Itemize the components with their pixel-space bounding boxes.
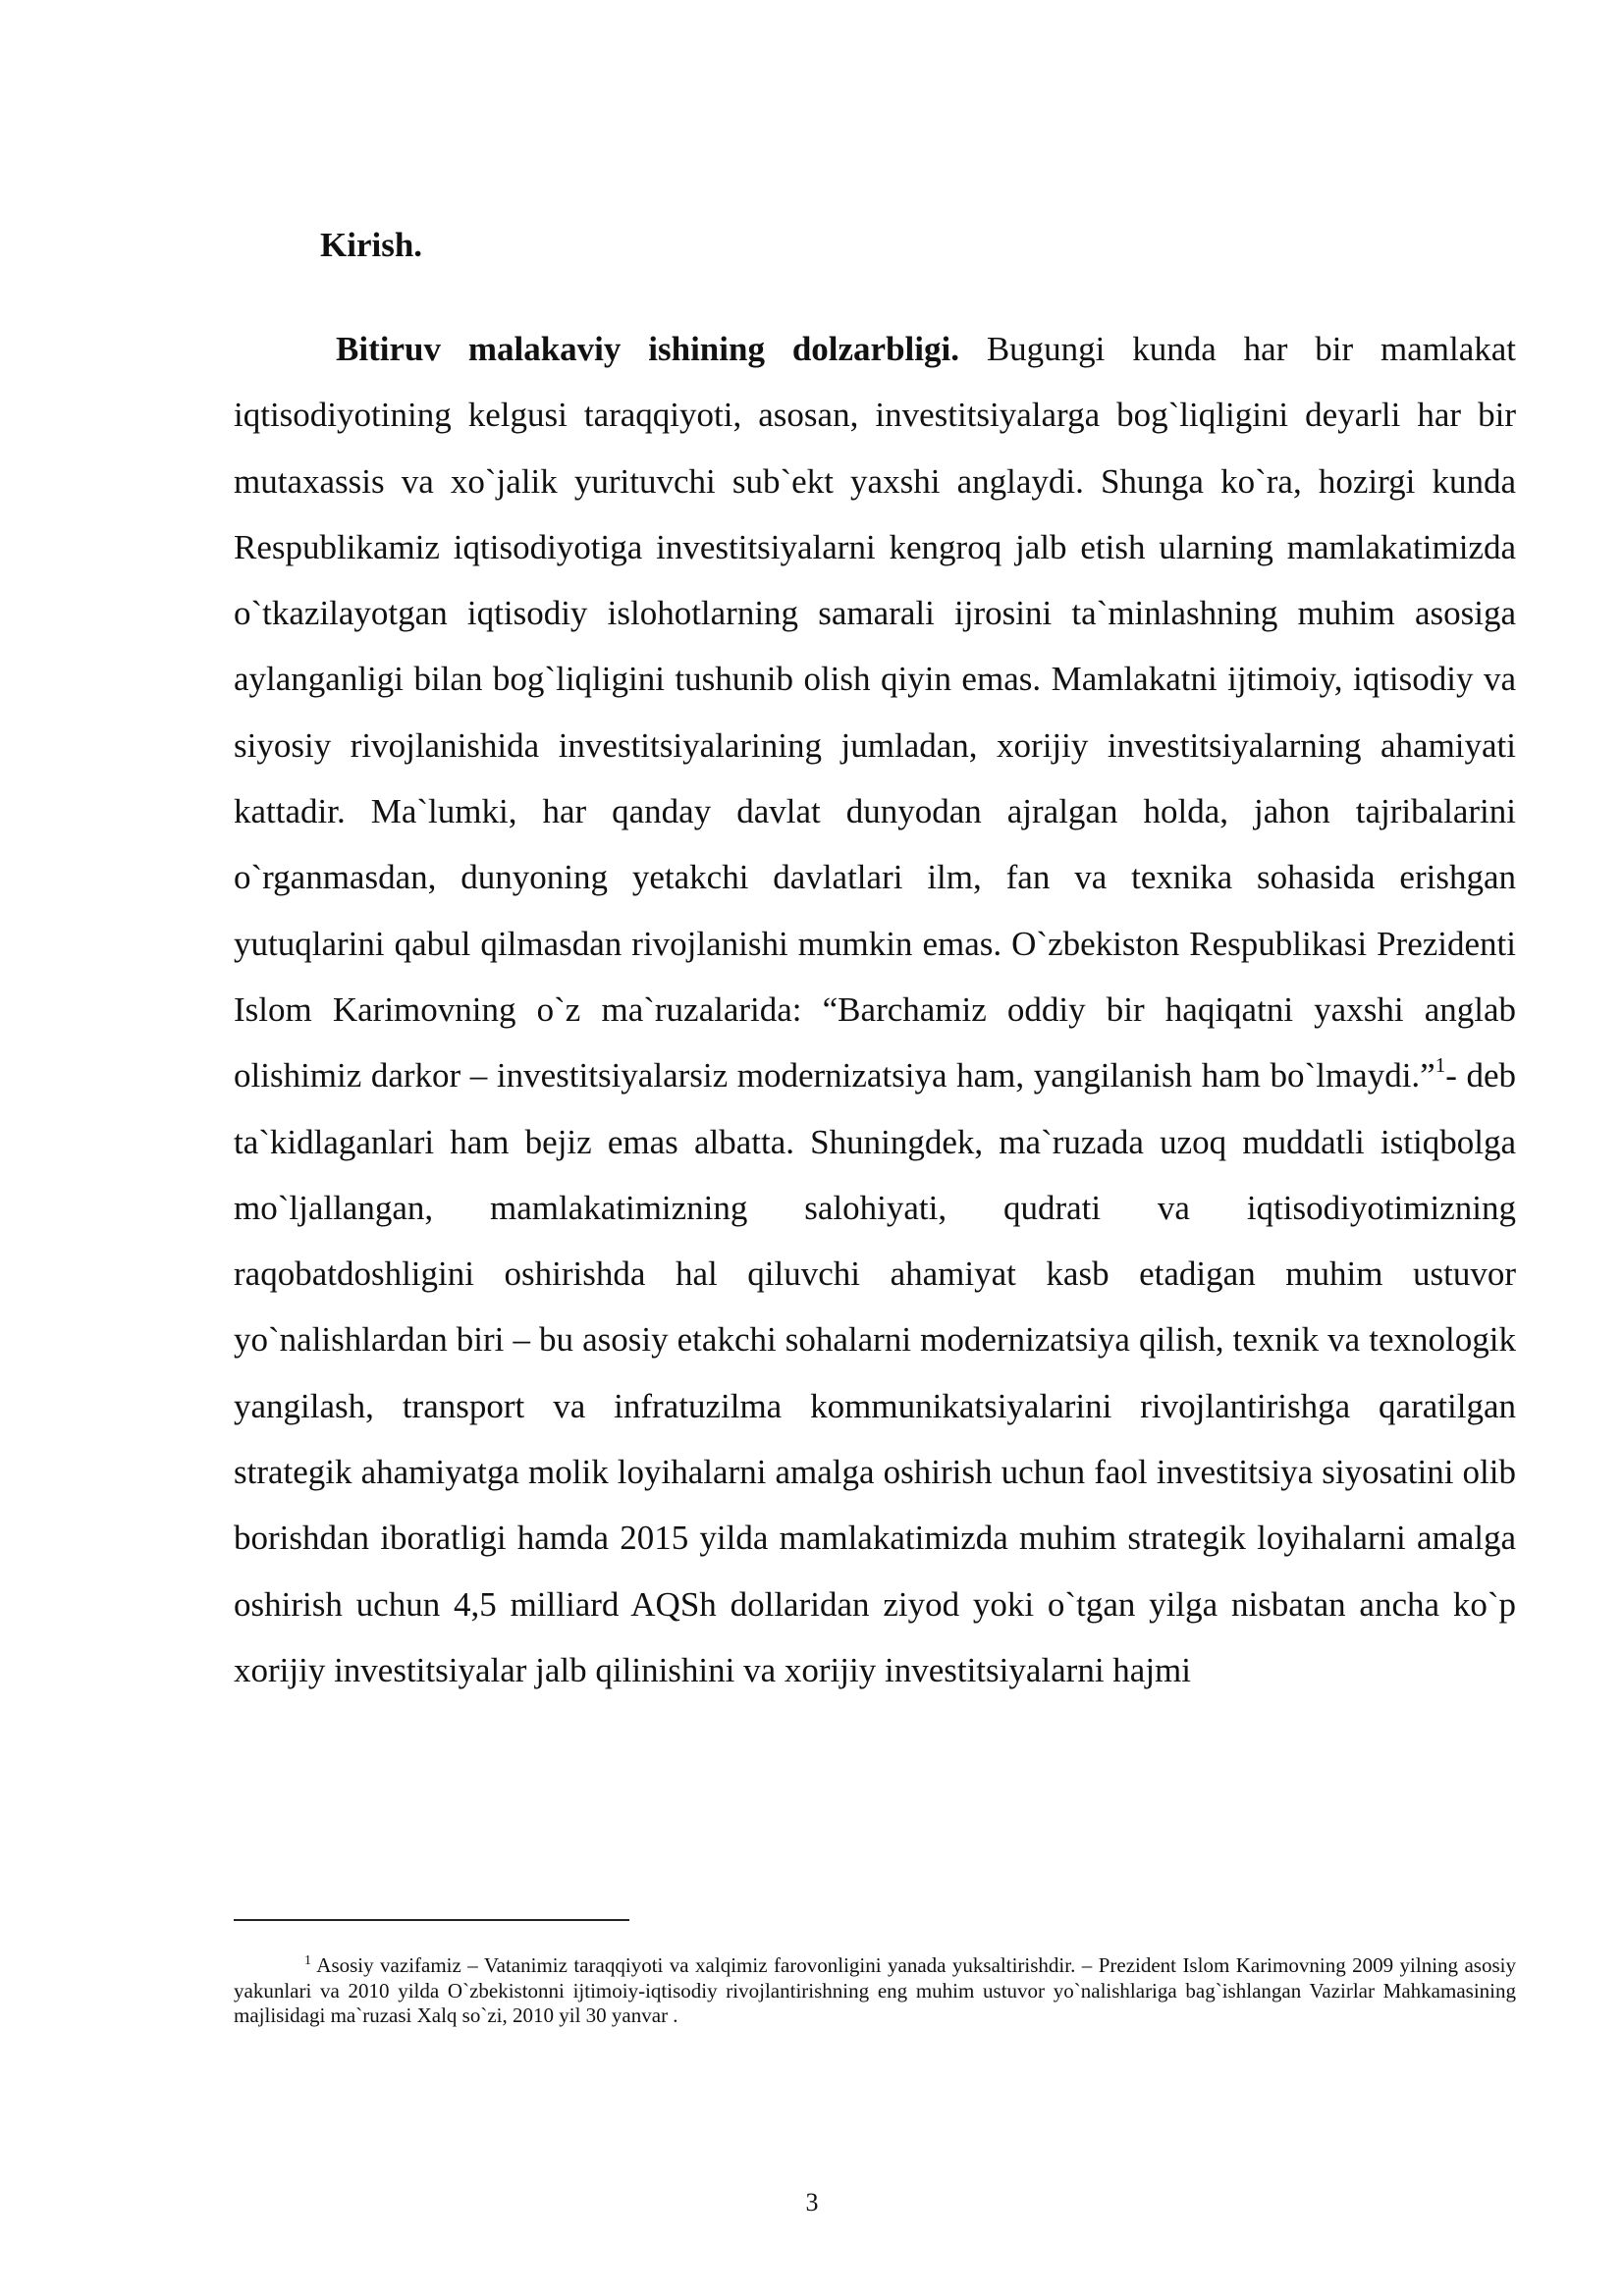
intro-text-part-1: Bugungi kunda har bir mamlakat iqtisodiyotining kelgusi taraqqiyoti, asosan, investitsiyalarga bog`liqligini deyarli har bir mutaxassis va xo`jalik yurituvchi sub`ekt yaxshi anglaydi. Shunga ko`ra, hozirgi kunda Respublikamiz iqtisodiyotiga investitsiyalarni kengroq jalb etish ularning mamlakatimizda o`tkazilayotgan iqtisodiy islohotlarning samarali ijrosini ta`minlashning muhim asosiga aylanganligi bilan bog`liqligini tushunib olish qiyin emas. Mamlakatni ijtimoiy, iqtisodiy va siyosiy rivojlanishida investitsiyalarining jumladan, xorijiy investitsiyalarning ahamiyati kattadir. Ma`lumki, har qanday davlat dunyodan ajralgan holda, jahon tajribalarini o`rganmasdan, dunyoning yetakchi davlatlari ilm, fan va texnika sohasida erishgan yutuqlarini qabul qilmasdan rivojlanishi mumkin emas. O`zbekiston Respublikasi Prezidenti Islom Karimovning o`z ma`ruzalarida: “Barchamiz oddiy bir haqiqatni yaxshi anglab olishimiz darkor – investitsiyalarsiz modernizatsiya ham, yangilanish ham bo`lmaydi.”	[234, 330, 1516, 1095]
footnote-text: Asosiy vazifamiz – Vatanimiz taraqqiyoti va xalqimiz farovonligini yanada yuksaltirishdir. – Prezident Islom Karimovning 2009 yilning asosiy yakunlari va 2010 yilda O`zbekistonni ijtimoiy-iqtisodiy rivojlantirishning eng muhim ustuvor yo`nalishlariga bag`ishlangan Vazirlar Mahkamasining majlisidagi ma`ruzasi Xalq so`zi, 2010 yil 30 yanvar .	[234, 1953, 1516, 2027]
relevance-lead: Bitiruv malakaviy ishining dolzarbligi.	[336, 330, 959, 368]
footnote-reference: 1	[1435, 1053, 1446, 1078]
footnote-number: 1	[304, 1953, 311, 1968]
section-heading: Kirish.	[320, 226, 423, 264]
page-number: 3	[805, 2188, 819, 2216]
intro-paragraph	[234, 316, 1516, 1703]
footnote-separator	[234, 1919, 629, 1921]
footnote	[234, 1953, 1516, 2029]
intro-text-part-2: - deb ta`kidlaganlari ham bejiz emas albatta. Shuningdek, ma`ruzada uzoq muddatli istiqbolga mo`ljallangan, mamlakatimizning salohiyati, qudrati va iqtisodiyotimizning raqobatdoshligini oshirishda hal qiluvchi ahamiyat kasb etadigan muhim ustuvor yo`nalishlardan biri – bu asosiy etakchi sohalarni modernizatsiya qilish, texnik va texnologik yangilash, transport va infratuzilma kommunikatsiyalarini rivojlantirishga qaratilgan strategik ahamiyatga molik loyihalarni amalga oshirish uchun faol investitsiya siyosatini olib borishdan iboratligi hamda 2015 yilda mamlakatimizda muhim strategik loyihalarni amalga oshirish uchun 4,5 milliard AQSh dollaridan ziyod yoki o`tgan yilga nisbatan ancha ko`p xorijiy investitsiyalar jalb qilinishini va xorijiy investitsiyalarni hajmi	[234, 1056, 1516, 1689]
